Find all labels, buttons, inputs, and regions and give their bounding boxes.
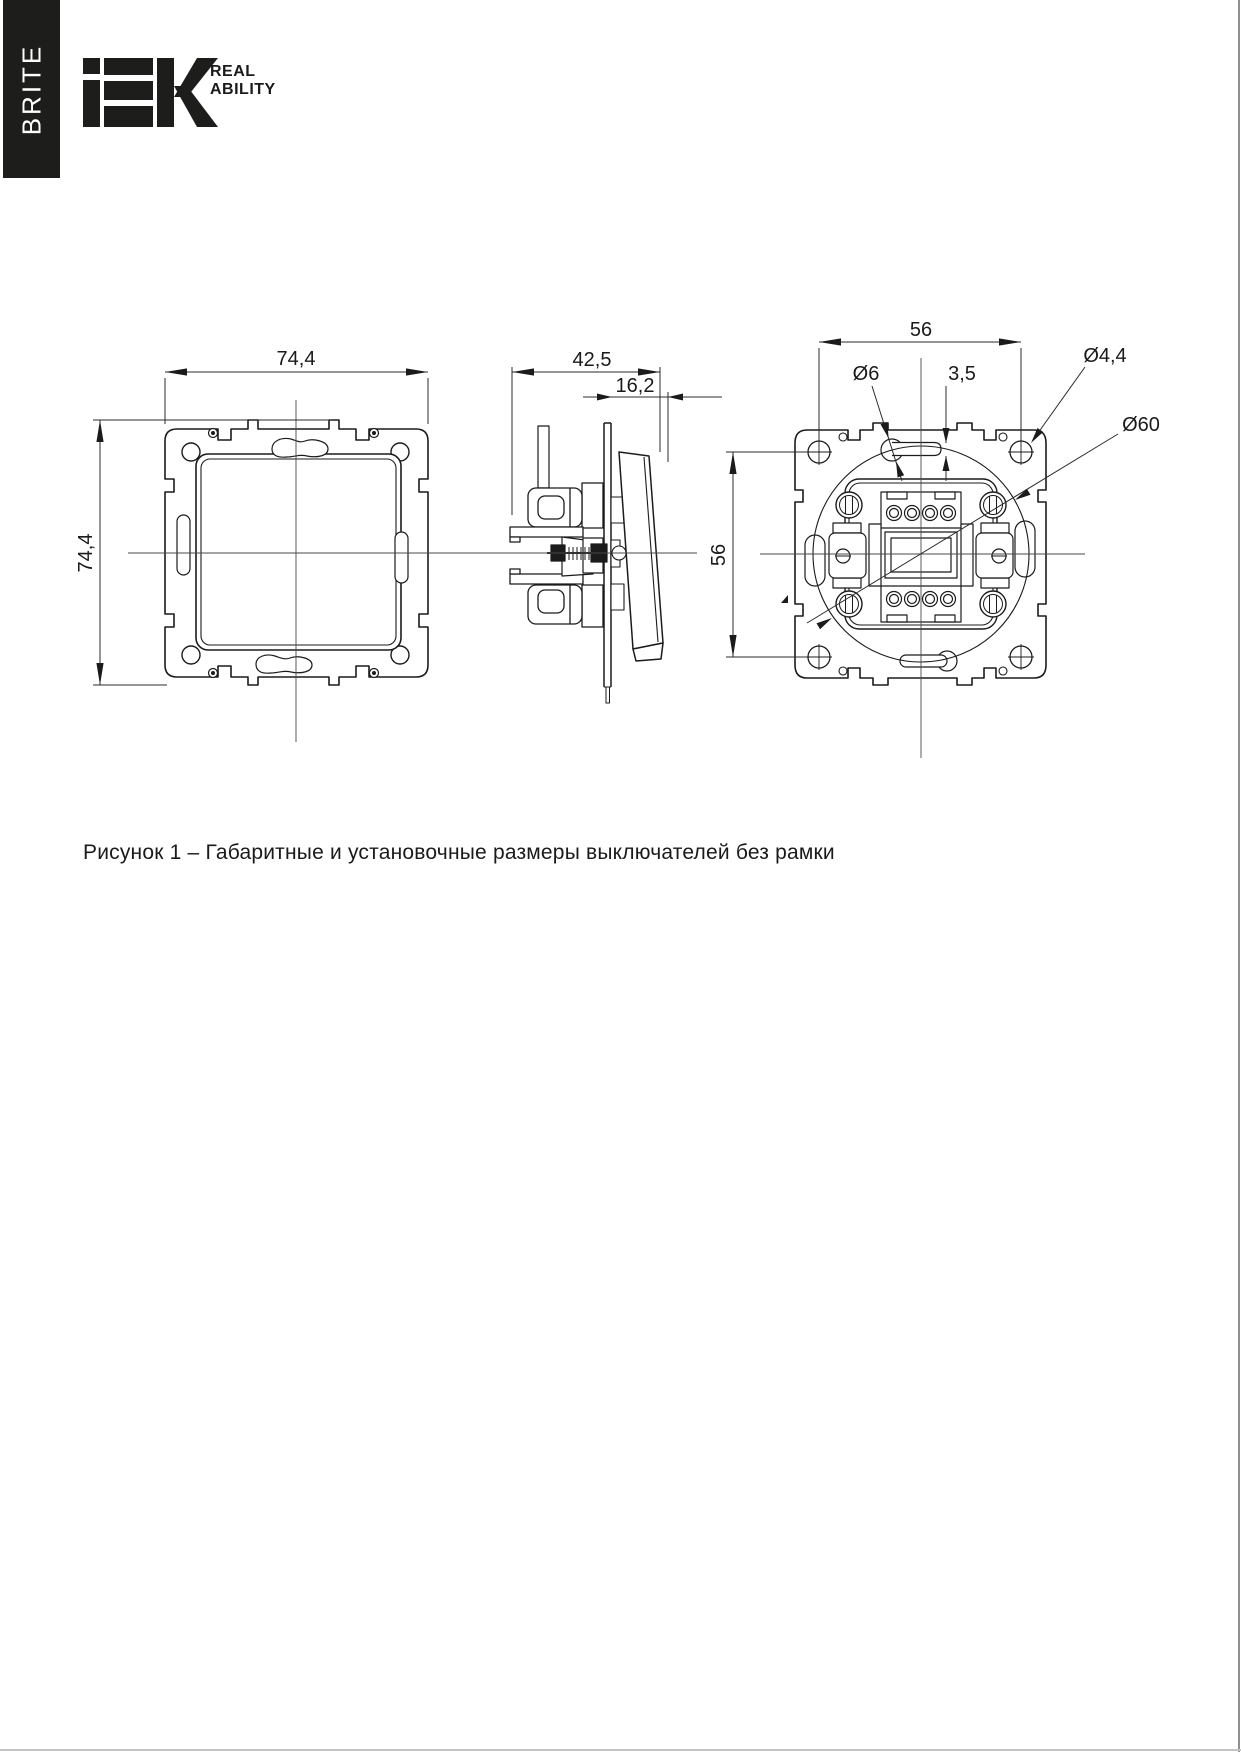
dim-front-height: 74,4: [75, 533, 97, 573]
figure-caption: Рисунок 1 – Габаритные и установочные размеры выключателей без рамки: [83, 841, 835, 864]
front-cutout-left: [177, 515, 190, 575]
front-cutout-right: [395, 532, 408, 583]
dim-side-depth: 42,5: [572, 349, 612, 371]
arrow-down-icon: [729, 635, 736, 657]
arrow-right-icon: [406, 368, 428, 375]
label-screw-hole-dia: Ø4,4: [1083, 345, 1127, 367]
logo-letter-e-bar: [104, 81, 153, 100]
arrow-up-icon: [96, 420, 103, 442]
back-cutout-right: [1015, 521, 1035, 577]
arrow-left-icon: [668, 394, 683, 401]
logo-letter-i-body: [83, 80, 100, 127]
page-border-bottom: [0, 1749, 1241, 1751]
side-claw-screw: [547, 537, 607, 576]
front-corner-hole: [182, 443, 200, 461]
side-housing-column: [538, 426, 549, 488]
dim-back-height: 56: [708, 543, 730, 567]
back-latch-mark: [781, 595, 788, 603]
side-claw-bottom: [510, 569, 603, 627]
side-plate: [604, 423, 611, 703]
side-view: [430, 349, 722, 703]
dim-front-width: 74,4: [276, 348, 316, 370]
back-small-hole: [839, 433, 847, 441]
dim-back-width: 56: [909, 319, 933, 341]
back-small-hole: [999, 433, 1007, 441]
back-cutout-left: [805, 535, 825, 586]
back-keyhole-top-slot: [892, 443, 941, 456]
logo-letter-i-dot: [83, 58, 100, 74]
back-small-hole: [999, 667, 1007, 675]
arrow-left-icon: [165, 368, 187, 375]
front-view: [75, 348, 460, 742]
arrow-left-icon: [819, 338, 841, 345]
arrow-up-icon: [729, 452, 736, 474]
front-screw-dot: [212, 672, 215, 675]
logo-tagline-ability: ABILITY: [210, 81, 276, 98]
logo-tagline-real: REAL: [210, 63, 256, 80]
front-rocker: [196, 454, 401, 650]
page-border-right: [1238, 0, 1240, 1752]
series-rail-label: BRITE: [16, 43, 47, 135]
leader-line: [1033, 367, 1085, 440]
side-claw-top: [510, 483, 603, 542]
front-screw-dot: [212, 432, 215, 435]
label-top-hole-dia: Ø6: [852, 363, 880, 385]
logo-letter-e-bar: [104, 106, 153, 127]
arrow-left-icon: [512, 368, 534, 375]
front-screw-dot: [373, 672, 376, 675]
dim-side-front-depth: 16,2: [615, 375, 655, 397]
front-corner-hole: [182, 646, 200, 664]
iek-logo: [83, 58, 276, 127]
arrow-right-icon: [999, 338, 1021, 345]
arrow-right-icon: [597, 394, 612, 401]
arrow-down-icon: [96, 663, 103, 685]
front-cutout-top: [272, 438, 328, 457]
back-view: [708, 319, 1160, 758]
logo-letter-k-stem: [157, 58, 174, 127]
front-screw-dot: [373, 432, 376, 435]
label-mount-circle-dia: Ø60: [1122, 414, 1160, 436]
logo-letter-e-bar: [104, 58, 153, 75]
label-slot-width: 3,5: [948, 363, 976, 385]
back-small-hole: [839, 667, 847, 675]
